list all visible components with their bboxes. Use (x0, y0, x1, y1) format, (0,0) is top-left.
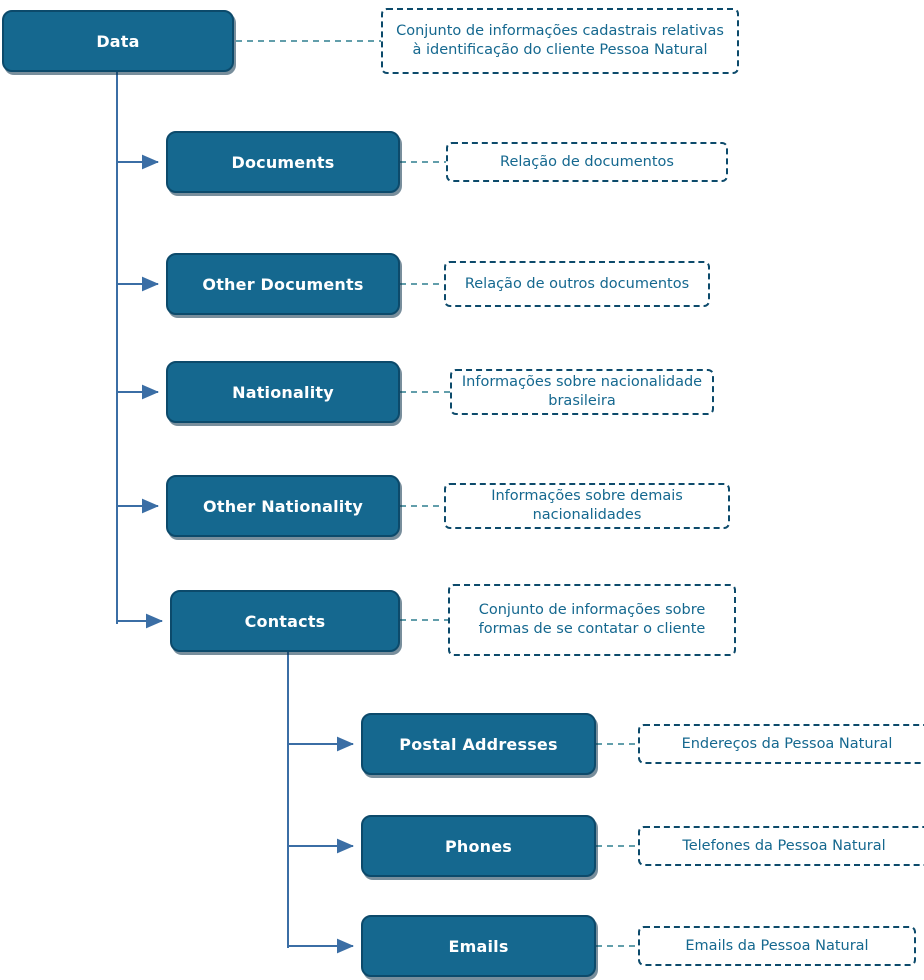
node-postal-addresses[interactable] (361, 713, 596, 775)
note-text: Informações sobre demais nacionalidades (491, 488, 683, 523)
node-documents[interactable] (166, 131, 400, 193)
node-label: Data (96, 31, 140, 51)
note-other-nationality (444, 483, 730, 529)
node-contacts[interactable] (170, 590, 400, 652)
note-documents (446, 142, 728, 182)
node-label: Contacts (244, 611, 326, 631)
node-label: Other Nationality (203, 496, 363, 516)
note-postal-addresses (638, 724, 924, 764)
node-other-nationality[interactable] (166, 475, 400, 537)
note-text: Telefones da Pessoa Natural (682, 837, 886, 854)
note-nationality (450, 369, 714, 415)
node-label: Postal Addresses (399, 734, 558, 754)
node-label: Other Documents (202, 274, 364, 294)
note-text: Emails da Pessoa Natural (685, 937, 869, 954)
note-contacts (448, 584, 736, 656)
node-label: Phones (444, 836, 513, 856)
note-other-documents (444, 261, 710, 307)
node-label: Nationality (232, 382, 334, 402)
note-text: Conjunto de informações sobre formas de se contatar o cliente (478, 602, 706, 637)
note-text: Endereços da Pessoa Natural (681, 735, 893, 752)
node-label: Emails (448, 936, 509, 956)
note-text: Relação de outros documentos (464, 275, 690, 292)
note-text: Relação de documentos (500, 153, 674, 170)
note-phones (638, 826, 924, 866)
node-other-documents[interactable] (166, 253, 400, 315)
note-text: Conjunto de informações cadastrais relativas à identificação do cliente Pessoa Natural (396, 23, 724, 58)
node-phones[interactable] (361, 815, 596, 877)
node-data[interactable] (2, 10, 234, 72)
node-emails[interactable] (361, 915, 596, 977)
node-label: Documents (231, 152, 335, 172)
note-text: Informações sobre nacionalidade brasileira (461, 374, 703, 409)
note-emails (638, 926, 916, 966)
node-nationality[interactable] (166, 361, 400, 423)
note-data (381, 8, 739, 74)
